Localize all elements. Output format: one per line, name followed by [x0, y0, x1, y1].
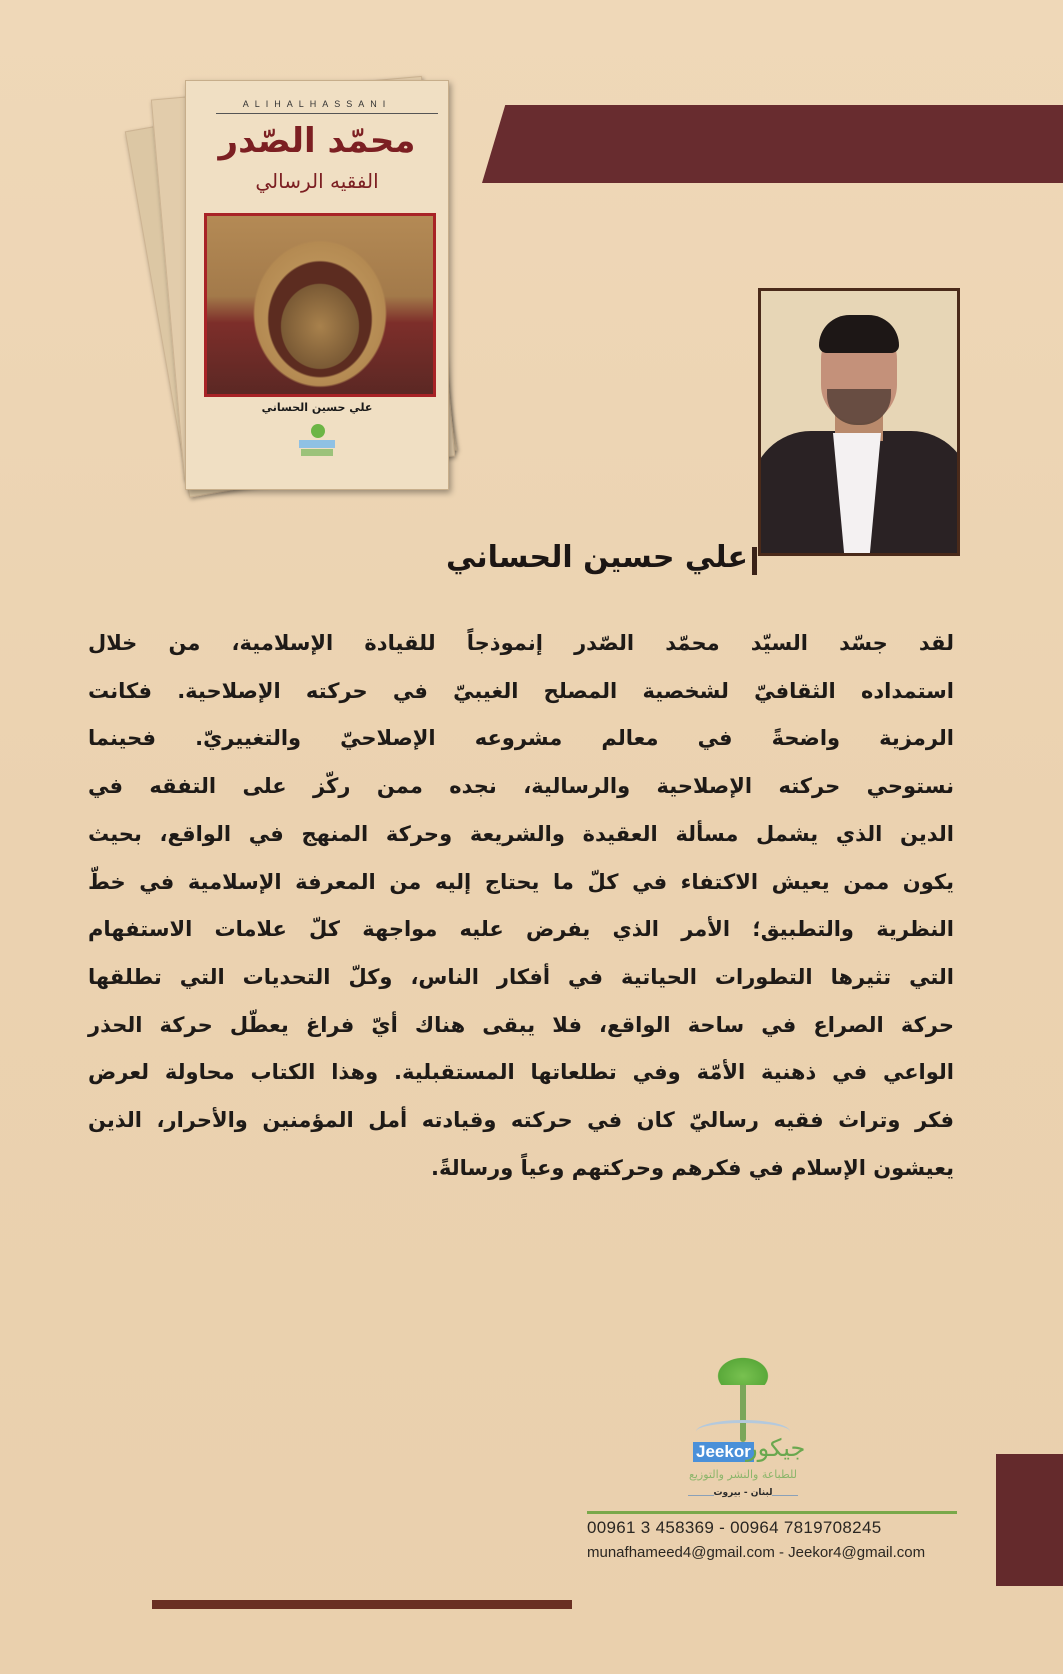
blurb-line: يعيشون الإسلام في فكرهم وحركتهم وعياً ورسالةً.	[430, 1155, 954, 1180]
blurb-line: الرمزية واضحةً في معالم مشروعه الإصلاحيّ والتغييريّ. فحينما	[88, 726, 954, 751]
blurb-line: التي تثيرها التطورات الحياتية في أفكار الناس، وكلّ التحديات التي تطلقها	[88, 964, 954, 989]
publisher-tagline: للطباعة والنشر والتوزيع	[688, 1468, 797, 1481]
blurb-line: حركة الصراع في ساحة الواقع، فلا يبقى هناك أيّ فراغ يعطّل حركة الحذر	[88, 1012, 954, 1037]
blurb-line: يكون ممن يعيش الاكتفاء في كلّ ما يحتاج إليه من المعرفة الإسلامية في خطّ	[88, 869, 954, 894]
decorative-right-band	[996, 1454, 1063, 1586]
blurb-line: لقد جسّد السيّد محمّد الصّدر إنموذجاً للقيادة الإسلامية، من خلال	[88, 631, 954, 655]
cover-publisher-logo-icon	[299, 424, 335, 460]
blurb-line: استمداده الثقافيّ لشخصية المصلح الغيبيّ في حركته الإصلاحية. فكانت	[88, 678, 954, 703]
cover-latin-name: ALIHALHASSANI	[242, 99, 392, 109]
blurb-line: نستوحي حركته الإصلاحية والرسالية، نجده ممن ركّز على التفقه في	[88, 774, 954, 799]
book-cover-mockup	[145, 65, 465, 505]
publisher-name-arabic: جيكور	[746, 1434, 806, 1462]
author-name-marker	[752, 547, 757, 575]
cover-shrine-arch-image	[204, 213, 436, 397]
decorative-bottom-rule	[152, 1600, 572, 1609]
decorative-top-band	[482, 105, 1063, 183]
contact-divider	[587, 1511, 957, 1514]
publisher-name-latin: Jeekor	[693, 1442, 754, 1462]
cover-rule	[216, 113, 438, 114]
book-cover-front	[185, 80, 449, 490]
blurb-line: الواعي في ذهنية الأمّة وفي تطلعاتها المستقبلية. وهذا الكتاب محاولة لعرض	[88, 1060, 954, 1085]
photo-hair	[819, 315, 899, 353]
publisher-location: لبنان - بيروت	[713, 1488, 773, 1498]
book-blurb	[88, 620, 954, 1192]
palm-leaves-icon	[714, 1355, 772, 1385]
publisher-phones: 00961 3 458369 - 00964 7819708245	[587, 1518, 882, 1537]
cover-title: محمّد الصّدر	[218, 121, 416, 161]
author-photo	[758, 288, 960, 556]
publisher-logo	[688, 1350, 806, 1500]
blurb-line: النظرية والتطبيق؛ الأمر الذي يفرض عليه مواجهة كلّ علامات الاستفهام	[88, 917, 954, 942]
blurb-line: الدين الذي يشمل مسألة العقيدة والشريعة وحركة المنهج في الواقع، بحيث	[88, 821, 954, 846]
blurb-line: فكر وتراث فقيه رساليّ كان في حركته وقيادته أمل المؤمنين والأحرار، الذين	[88, 1108, 954, 1133]
cover-subtitle: الفقيه الرسالي	[255, 169, 379, 193]
cover-author: علي حسين الحساني	[261, 401, 373, 414]
author-name: علي حسين الحساني	[446, 540, 748, 575]
publisher-emails: munafhameed4@gmail.com - Jeekor4@gmail.com	[587, 1544, 926, 1561]
